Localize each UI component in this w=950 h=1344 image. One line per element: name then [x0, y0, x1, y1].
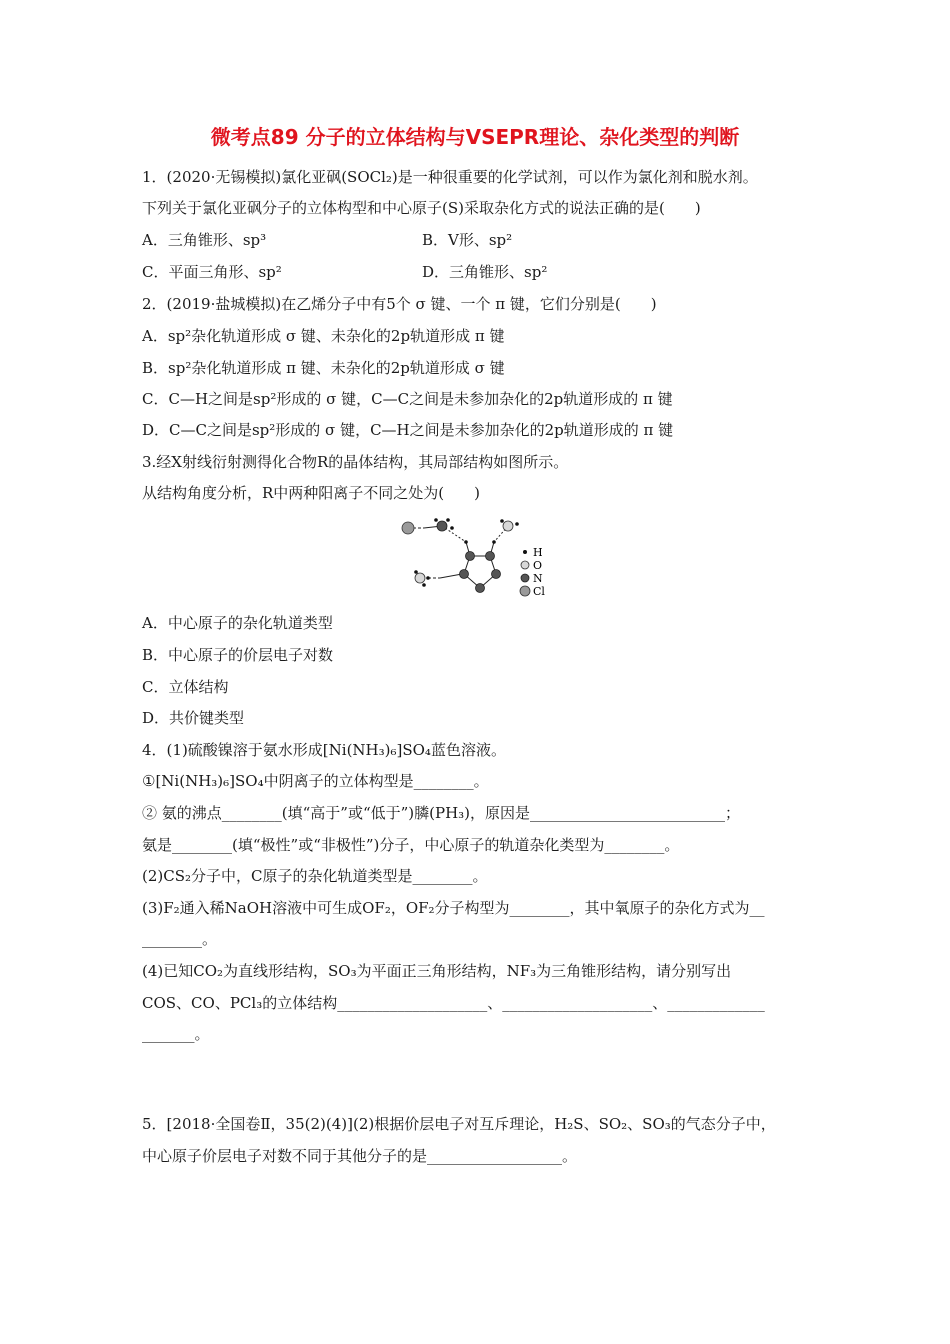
crystal-structure-figure: [398, 512, 558, 602]
page-title: 微考点89 分子的立体结构与VSEPR理论、杂化类型的判断: [210, 125, 740, 149]
q5-line1: 5．[2018·全国卷Ⅱ，35(2)(4)](2)根据价层电子对互斥理论，H₂S、SO₂、SO₃的气态分子中，: [142, 1115, 776, 1133]
q3-option-b: B．中心原子的价层电子对数: [142, 646, 334, 664]
q4-line3: ② 氨的沸点________(填“高于”或“低于”)膦(PH₃)，原因是__________________________；: [142, 804, 741, 822]
q4-line9: COS、CO、PCl₃的立体结构____________________、____________________、_____________: [142, 994, 765, 1012]
q2-option-a: A．sp²杂化轨道形成 σ 键、未杂化的2p轨道形成 π 键: [142, 327, 505, 345]
q4-line8: (4)已知CO₂为直线形结构，SO₃为平面正三角形结构，NF₃为三角锥形结构，请分别写出: [142, 962, 732, 980]
legend-label-n: N: [533, 572, 543, 585]
q3-stem-line2: 从结构角度分析，R中两种阳离子不同之处为( ): [142, 484, 481, 502]
q3-option-d: D．共价键类型: [142, 709, 245, 727]
q4-line1: 4．(1)硫酸镍溶于氨水形成[Ni(NH₃)₆]SO₄蓝色溶液。: [142, 741, 506, 759]
q1-stem-line2: 下列关于氯化亚砜分子的立体构型和中心原子(S)采取杂化方式的说法正确的是( ): [142, 199, 701, 217]
q2-option-d: D．C—C之间是sp²形成的 σ 键，C—H之间是未参加杂化的2p轨道形成的 π 键: [142, 421, 674, 439]
figure-legend: [520, 546, 545, 598]
q1-stem-line1: 1．(2020·无锡模拟)氯化亚砜(SOCl₂)是一种很重要的化学试剂，可以作为氯化剂和脱水剂。: [142, 168, 758, 186]
q4-line10: _______。: [142, 1025, 210, 1043]
q2-stem: 2．(2019·盐城模拟)在乙烯分子中有5个 σ 键、一个 π 键，它们分别是( ): [142, 295, 657, 313]
q1-option-a: A．三角锥形、sp³: [142, 231, 267, 249]
q4-line5: (2)CS₂分子中，C原子的杂化轨道类型是________。: [142, 867, 488, 885]
q1-option-c: C．平面三角形、sp²: [142, 263, 282, 281]
q1-option-d: D．三角锥形、sp²: [422, 263, 548, 281]
q2-option-b: B．sp²杂化轨道形成 π 键、未杂化的2p轨道形成 σ 键: [142, 359, 505, 377]
q3-option-c: C．立体结构: [142, 678, 229, 696]
q5-line2: 中心原子价层电子对数不同于其他分子的是__________________。: [142, 1147, 578, 1165]
q3-option-a: A．中心原子的杂化轨道类型: [142, 614, 333, 632]
legend-label-h: H: [533, 546, 543, 559]
legend-label-o: O: [533, 559, 543, 572]
q4-line7: ________。: [142, 930, 218, 948]
q3-stem-line1: 3.经X射线衍射测得化合物R的晶体结构，其局部结构如图所示。: [142, 453, 569, 471]
q1-option-b: B．V形、sp²: [422, 231, 513, 249]
legend-label-cl: Cl: [533, 585, 545, 598]
q4-line4: 氨是________(填“极性”或“非极性”)分子，中心原子的轨道杂化类型为________。: [142, 836, 680, 854]
q4-line2: ①[Ni(NH₃)₆]SO₄中阴离子的立体构型是________。: [142, 772, 489, 790]
q2-option-c: C．C—H之间是sp²形成的 σ 键，C—C之间是未参加杂化的2p轨道形成的 π 键: [142, 390, 673, 408]
q4-line6: (3)F₂通入稀NaOH溶液中可生成OF₂，OF₂分子构型为________，其中氧原子的杂化方式为__: [142, 899, 765, 917]
